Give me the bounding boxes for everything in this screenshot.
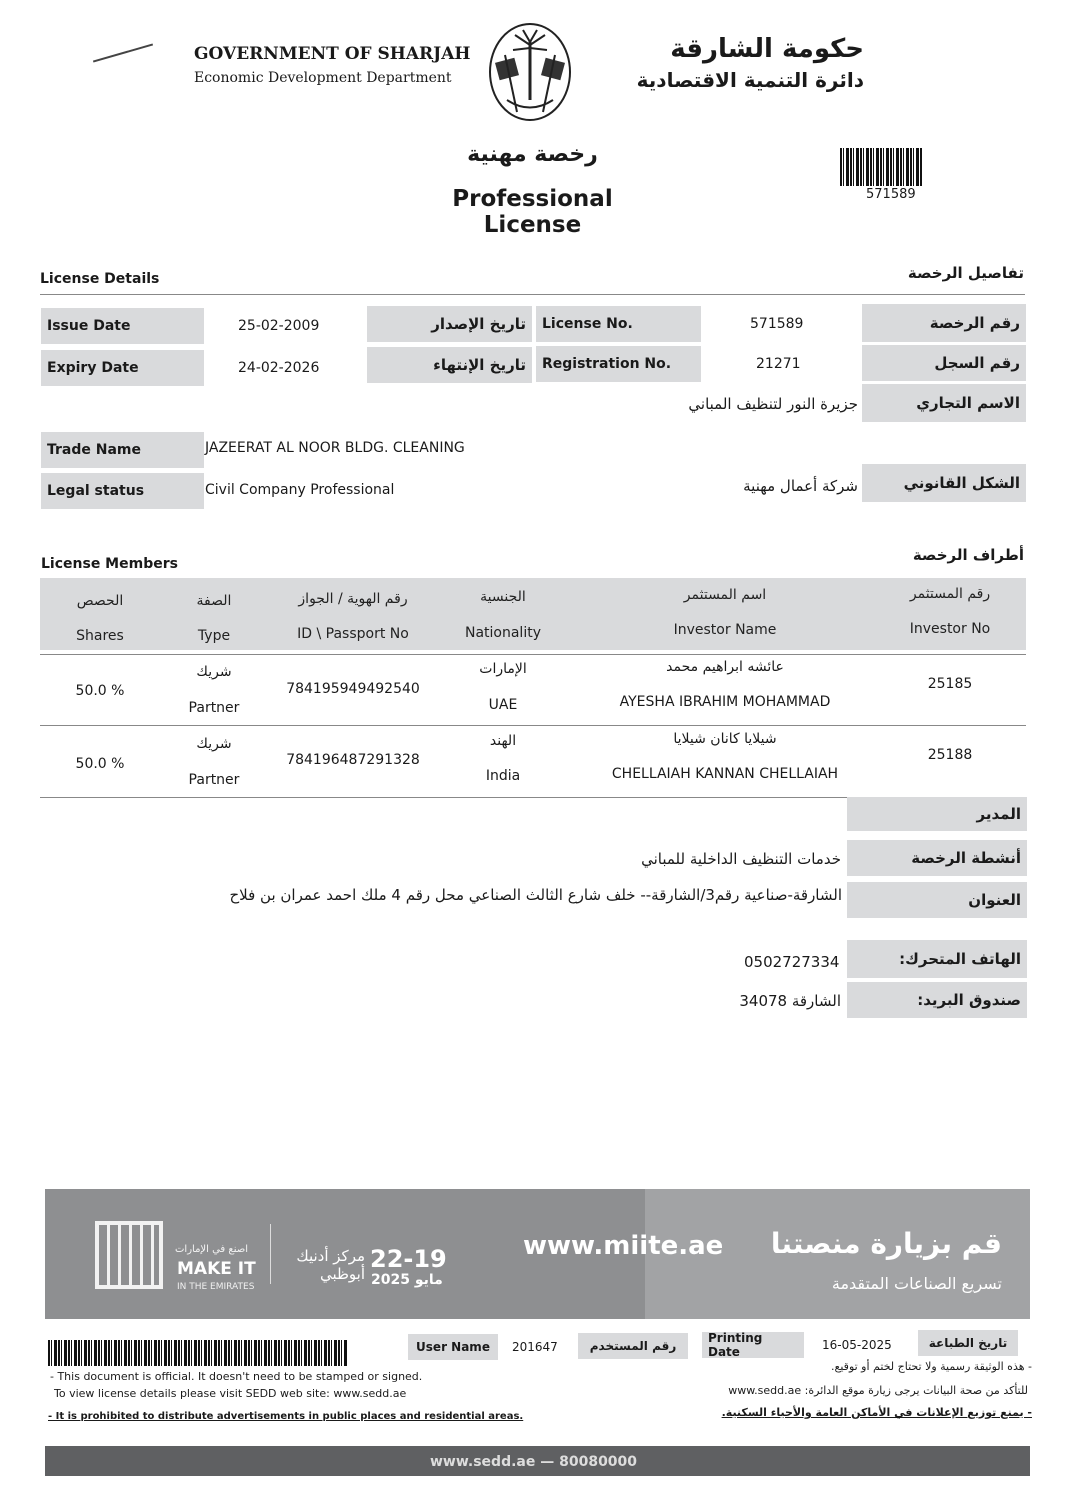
mobile-value: 0502727334 — [744, 953, 840, 971]
row1-investor-name-ar: عائشه ابراهيم محمد — [666, 659, 784, 675]
event-month-ar: مايو 2025 — [371, 1272, 443, 1288]
trade-name-value: JAZEERAT AL NOOR BLDG. CLEANING — [205, 440, 465, 456]
legal-status-label: Legal status — [41, 473, 204, 509]
sharjah-emblem — [475, 20, 585, 125]
col-shares-en: Shares — [76, 628, 124, 644]
footer-barcode — [48, 1340, 348, 1366]
gov-title-ar: حكومة الشارقة — [670, 34, 864, 64]
license-no-label: License No. — [536, 306, 701, 342]
col-investor-no-ar: رقم المستثمر — [909, 586, 991, 602]
advert-banner — [45, 1189, 1030, 1319]
banner-tagline-ar: تسريع الصناعات المتقدمة — [831, 1274, 1002, 1293]
banner-url: www.miite.ae — [523, 1231, 724, 1261]
trade-name-label-ar: الاسم التجاري — [862, 384, 1026, 422]
activities-value: خدمات التنظيف الداخلية للمباني — [641, 850, 841, 868]
printing-date-label-ar: تاريخ الطباعة — [918, 1330, 1018, 1356]
row2-nationality-en: India — [485, 768, 521, 784]
doc-title-ar: رخصة مهنية — [467, 142, 598, 167]
expiry-date-label: Expiry Date — [41, 350, 204, 386]
address-label: العنوان — [847, 882, 1027, 918]
license-no-value: 571589 — [750, 316, 804, 332]
note-official-ar: - هذه الوثيقة رسمية ولا تحتاج لختم أو توقيع. — [831, 1360, 1032, 1373]
row1-investor-name-en: AYESHA IBRAHIM MOHAMMAD — [619, 694, 831, 710]
banner-separator — [270, 1224, 271, 1284]
col-shares-ar: الحصص — [76, 593, 124, 609]
section-members-ar: أطراف الرخصة — [912, 546, 1024, 564]
footer-bar-text: www.sedd.ae — 80080000 — [430, 1454, 638, 1470]
make-it-logo-icon — [95, 1221, 163, 1289]
issue-date-label-ar: تاريخ الإصدار — [367, 306, 532, 342]
doc-title-en: Professional License — [452, 186, 613, 238]
dept-title-en: Economic Development Department — [194, 70, 452, 86]
barcode — [840, 148, 922, 186]
row1-type-ar: شريك — [196, 664, 232, 680]
divider — [40, 294, 1025, 295]
divider — [40, 654, 1026, 655]
row1-nationality-en: UAE — [488, 697, 518, 713]
section-members: License Members — [41, 556, 178, 572]
user-name-label-ar: رقم المستخدم — [578, 1333, 688, 1359]
address-value: الشارقة-صناعية رقم3/الشارقة-- خلف شارع الثالث الصناعي محل رقم 4 ملك احمد عمران بن فلاح — [229, 886, 842, 904]
row2-investor-name-ar: شيلايا كانان شيلايا — [673, 731, 777, 747]
in-emirates-text: IN THE EMIRATES — [177, 1282, 255, 1292]
section-license-details-ar: تفاصيل الرخصة — [907, 264, 1024, 282]
expiry-date-value: 24-02-2026 — [238, 360, 320, 376]
license-no-label-ar: رقم الرخصة — [862, 304, 1026, 342]
col-type-ar: الصفة — [196, 593, 232, 609]
activities-label: أنشطة الرخصة — [847, 840, 1027, 876]
gov-title-en: GOVERNMENT OF SHARJAH — [194, 44, 471, 64]
barcode-number: 571589 — [866, 187, 916, 202]
printing-date-value: 16-05-2025 — [822, 1338, 892, 1352]
row1-shares: 50.0 % — [75, 683, 125, 699]
make-it-ar: اصنع في الإمارات — [175, 1244, 248, 1255]
row2-id: 784196487291328 — [286, 752, 420, 768]
pobox-label: صندوق البريد: — [847, 982, 1027, 1018]
note-prohibited-en: - It is prohibited to distribute advertisements in public places and residential areas. — [48, 1411, 524, 1422]
event-dates: 22-19 — [370, 1245, 447, 1273]
col-id-ar: رقم الهوية / الجواز — [298, 591, 408, 607]
note-prohibited-ar: - يمنع توزيع الإعلانات في الأماكن العامة والأحياء السكنية. — [721, 1406, 1032, 1419]
row2-investor-no: 25188 — [927, 747, 973, 763]
registration-no-label: Registration No. — [536, 346, 701, 382]
note-official-en: - This document is official. It doesn't need to be stamped or signed. — [50, 1370, 423, 1383]
venue-ar: مركز أدنيك أبوظبي — [296, 1247, 365, 1283]
manager-label: المدير — [847, 797, 1027, 831]
trade-name-label: Trade Name — [41, 432, 204, 468]
user-name-value: 201647 — [512, 1340, 558, 1354]
legal-status-value: Civil Company Professional — [205, 482, 395, 498]
make-it-text: MAKE IT — [177, 1259, 256, 1279]
col-nationality-ar: الجنسية — [480, 589, 526, 605]
user-name-label: User Name — [408, 1334, 498, 1360]
row2-nationality-ar: الهند — [489, 733, 517, 749]
row2-investor-name-en: CHELLAIAH KANNAN CHELLAIAH — [611, 766, 839, 782]
pobox-value: الشارقة 34078 — [739, 992, 841, 1010]
note-visit-ar: للتأكد من صحة البيانات يرجى زيارة موقع الدائرة: www.sedd.ae — [728, 1384, 1028, 1397]
note-visit-en: To view license details please visit SEDD web site: www.sedd.ae — [54, 1387, 407, 1400]
printing-date-label: Printing Date — [702, 1332, 804, 1358]
mobile-label: الهاتف المتحرك: — [847, 940, 1027, 978]
banner-cta-ar: قم بزيارة منصتنا — [770, 1227, 1002, 1260]
legal-status-label-ar: الشكل القانوني — [862, 464, 1026, 502]
col-investor-name-en: Investor Name — [673, 622, 777, 638]
col-type-en: Type — [197, 628, 231, 644]
row1-investor-no: 25185 — [927, 676, 973, 692]
scan-mark — [93, 43, 153, 62]
expiry-date-label-ar: تاريخ الإنتهاء — [367, 347, 532, 383]
issue-date-label: Issue Date — [41, 308, 204, 344]
row1-type-en: Partner — [188, 700, 240, 716]
legal-status-ar-value: شركة أعمال مهنية — [743, 477, 858, 495]
col-nationality-en: Nationality — [464, 625, 541, 641]
registration-no-value: 21271 — [756, 356, 801, 372]
col-investor-name-ar: اسم المستثمر — [683, 587, 767, 603]
col-id-en: ID \ Passport No — [297, 626, 409, 642]
dept-title-ar: دائرة التنمية الاقتصادية — [636, 68, 864, 92]
issue-date-value: 25-02-2009 — [238, 318, 320, 334]
row1-id: 784195949492540 — [286, 681, 420, 697]
registration-no-label-ar: رقم السجل — [862, 345, 1026, 381]
trade-name-ar-value: جزيرة النور لتنظيف المباني — [688, 395, 858, 413]
row2-type-ar: شريك — [196, 736, 232, 752]
col-investor-no-en: Investor No — [909, 621, 991, 637]
row2-type-en: Partner — [188, 772, 240, 788]
divider — [40, 725, 1026, 726]
section-license-details: License Details — [40, 271, 160, 287]
row1-nationality-ar: الإمارات — [479, 661, 527, 677]
row2-shares: 50.0 % — [75, 756, 125, 772]
